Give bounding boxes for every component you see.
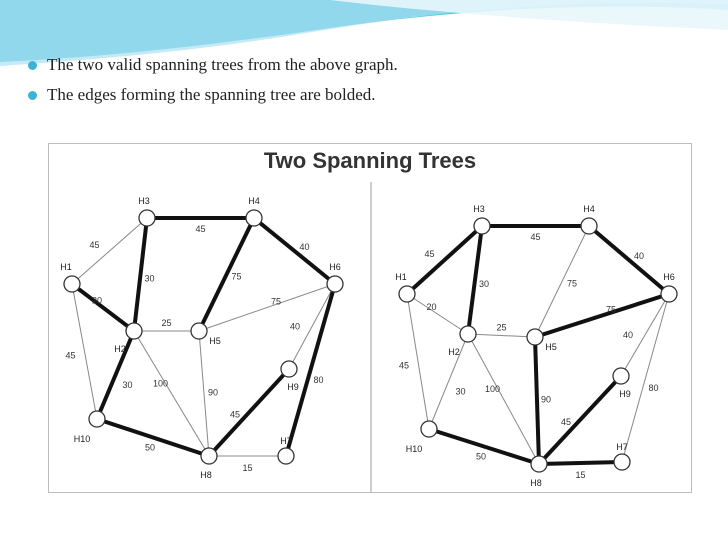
node-h6	[327, 276, 343, 292]
edge-h1-h2	[72, 284, 134, 331]
edge-weight-label: 90	[540, 394, 552, 405]
node-h2	[460, 326, 476, 342]
node-h4	[246, 210, 262, 226]
edge-weight-label: 50	[144, 442, 156, 453]
edge-weight-label: 30	[478, 279, 490, 289]
node-h9	[281, 361, 297, 377]
edge-weight-label: 20	[426, 302, 437, 312]
node-label: H6	[663, 272, 675, 282]
edge-weight-label: 30	[144, 273, 155, 284]
bullet-item	[28, 80, 708, 110]
edge-h4-h5	[199, 218, 254, 331]
edge-h8-h7	[539, 462, 622, 464]
node-h1	[64, 276, 80, 292]
node-label: H5	[209, 336, 221, 346]
edge-h9-h8	[209, 369, 289, 456]
edge-h6-h5	[535, 294, 669, 337]
node-h3	[139, 210, 155, 226]
bullet-list	[28, 50, 708, 110]
edge-h4-h6	[589, 226, 669, 294]
node-label: H3	[473, 204, 485, 214]
edge-weight-label: 30	[122, 380, 133, 390]
edge-h2-h5	[468, 334, 535, 337]
node-label: H9	[619, 389, 631, 399]
node-label: H2	[448, 347, 460, 357]
edge-weight-label: 40	[622, 330, 634, 340]
edge-weight-label: 40	[633, 251, 645, 261]
edge-h9-h8	[539, 376, 621, 464]
node-label: H5	[545, 342, 557, 352]
edge-weight-label: 45	[560, 417, 572, 427]
node-h3	[474, 218, 490, 234]
node-h10	[421, 421, 437, 437]
edge-h1-h2	[407, 294, 468, 334]
node-h7	[614, 454, 630, 470]
edge-h1-h3	[72, 218, 147, 284]
edge-weight-label: 45	[195, 224, 206, 234]
node-label: H6	[329, 262, 341, 272]
edge-weight-label: 25	[496, 322, 507, 333]
edge-weight-label: 45	[65, 350, 76, 361]
bullet-text: The edges forming the spanning tree are bolded.	[47, 85, 376, 104]
node-h9	[613, 368, 629, 384]
edge-weight-label: 75	[566, 278, 578, 289]
bullet-item	[28, 50, 708, 80]
edge-weight-label: 45	[424, 249, 435, 259]
node-h8	[201, 448, 217, 464]
node-h6	[661, 286, 677, 302]
node-label: H7	[616, 442, 628, 452]
edge-weight-label: 80	[648, 383, 659, 393]
node-label: H2	[114, 344, 126, 354]
edge-h4-h6	[254, 218, 335, 284]
edge-weight-label: 75	[270, 296, 282, 307]
edge-weight-label: 45	[530, 232, 541, 242]
edge-weight-label: 25	[161, 318, 172, 328]
edge-weight-label: 45	[229, 409, 241, 420]
edge-weight-label: 40	[299, 242, 310, 252]
node-label: H8	[530, 478, 542, 488]
node-h5	[527, 329, 543, 345]
node-h2	[126, 323, 142, 339]
node-label: H3	[138, 196, 150, 206]
edge-h2-h8	[134, 331, 209, 456]
node-label: H1	[60, 262, 72, 272]
node-label: H4	[248, 196, 260, 206]
node-label: H10	[73, 434, 91, 444]
bullet-dot-icon	[28, 91, 37, 100]
node-label: H8	[200, 470, 212, 480]
graph-canvas	[49, 144, 691, 492]
spanning-tree-left	[60, 196, 343, 480]
node-label: H1	[395, 272, 407, 282]
node-h4	[581, 218, 597, 234]
node-label: H4	[583, 204, 595, 214]
node-h1	[399, 286, 415, 302]
node-label: H10	[405, 444, 423, 454]
node-h10	[89, 411, 105, 427]
node-h8	[531, 456, 547, 472]
edge-weight-label: 100	[484, 384, 501, 394]
edge-h1-h10	[407, 294, 429, 429]
bullet-text: The two valid spanning trees from the above graph.	[47, 55, 398, 74]
edge-h1-h3	[407, 226, 482, 294]
spanning-trees-figure	[48, 143, 692, 493]
edge-weight-label: 50	[475, 451, 487, 462]
edge-weight-label: 80	[313, 375, 324, 385]
edge-weight-label: 15	[242, 463, 253, 473]
edge-weight-label: 45	[398, 360, 410, 371]
node-h5	[191, 323, 207, 339]
edge-h5-h8	[535, 337, 539, 464]
edge-weight-label: 90	[207, 387, 219, 398]
edge-weight-label: 20	[91, 295, 103, 306]
node-label: H9	[287, 382, 299, 392]
edge-weight-label: 100	[152, 378, 169, 389]
edge-weight-label: 30	[455, 386, 466, 397]
figure-title: Two Spanning Trees	[263, 148, 477, 173]
edge-weight-label: 40	[289, 321, 301, 332]
edge-weight-label: 45	[89, 240, 100, 250]
edge-weight-label: 75	[605, 304, 617, 315]
edge-weight-label: 75	[231, 271, 242, 282]
spanning-tree-right	[395, 204, 677, 488]
node-label: H7	[280, 436, 292, 446]
node-h7	[278, 448, 294, 464]
edge-weight-label: 15	[575, 470, 586, 480]
bullet-dot-icon	[28, 61, 37, 70]
